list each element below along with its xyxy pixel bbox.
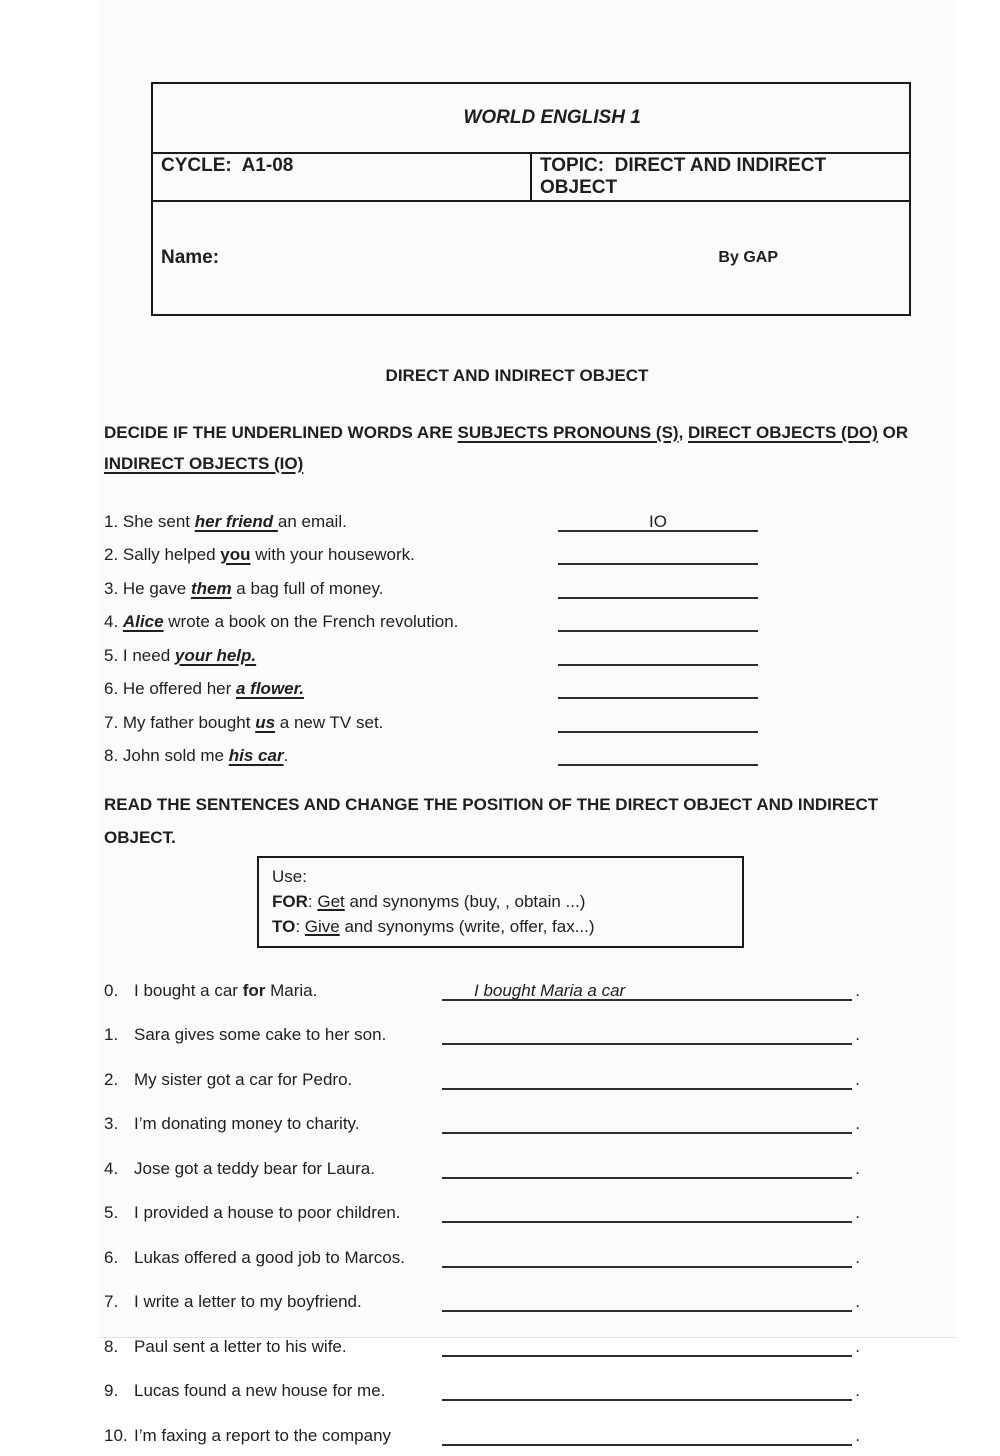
name-input-area[interactable] bbox=[219, 248, 718, 268]
exercise2-item-number: 2. bbox=[104, 1069, 119, 1089]
exercise2-item bbox=[104, 1367, 860, 1412]
exercise1-answer-blank[interactable] bbox=[558, 745, 758, 766]
use-box-for-line: FOR: Get and synonyms (buy, , obtain ...) bbox=[272, 892, 586, 911]
line-end-period: . bbox=[855, 1025, 860, 1044]
exercise1-sentence: 7. My father bought us a new TV set. bbox=[104, 712, 384, 732]
exercise2-item-number: 9. bbox=[104, 1381, 119, 1400]
course-title-cell bbox=[152, 83, 910, 153]
line-end-period: . bbox=[855, 980, 860, 1000]
exercise1-answer-blank[interactable] bbox=[558, 645, 758, 666]
exercise2-sentence: My sister got a car for Pedro. bbox=[134, 1069, 353, 1089]
use-hint-box bbox=[257, 856, 744, 948]
exercise1-sentence: 4. Alice wrote a book on the French revolution. bbox=[104, 612, 459, 631]
exercise2-sentence: Paul sent a letter to his wife. bbox=[134, 1336, 347, 1356]
line-end-period: . bbox=[855, 1425, 860, 1445]
topic-label: TOPIC: DIRECT AND INDIRECT OBJECT bbox=[531, 153, 910, 201]
exercise2-sentence: I’m donating money to charity. bbox=[134, 1114, 360, 1133]
exercise1-sentence: 8. John sold me his car. bbox=[104, 746, 289, 765]
exercise2-item-number: 6. bbox=[104, 1247, 119, 1267]
exercise2-item bbox=[104, 1144, 860, 1189]
exercise2-sentence: Jose got a teddy bear for Laura. bbox=[134, 1158, 375, 1178]
exercise2-answer-blank[interactable] bbox=[442, 1202, 852, 1223]
line-end-period: . bbox=[855, 1381, 860, 1400]
exercise1-answer-blank[interactable] bbox=[558, 578, 758, 599]
worksheet-page bbox=[99, 0, 955, 1445]
exercise2-item bbox=[104, 1278, 860, 1323]
exercise1-instructions: DECIDE IF THE UNDERLINED WORDS ARE SUBJECTS PRONOUNS (S), DIRECT OBJECTS (DO) OR INDIRECT OBJECTS (IO) bbox=[104, 423, 909, 473]
exercise1-answer-blank[interactable] bbox=[558, 511, 758, 532]
line-end-period: . bbox=[855, 1114, 860, 1133]
exercise2-item-number: 10. bbox=[104, 1425, 128, 1445]
exercise2-answer-blank[interactable] bbox=[442, 1069, 852, 1090]
exercise2-item-number: 5. bbox=[104, 1203, 119, 1222]
exercise2-item bbox=[104, 1189, 860, 1234]
exercise2-item-number: 0. bbox=[104, 980, 119, 1000]
line-end-period: . bbox=[855, 1203, 860, 1222]
exercise1-sentence: 1. She sent her friend an email. bbox=[104, 511, 347, 531]
exercise1-answer-blank[interactable] bbox=[558, 678, 758, 699]
exercise2-instructions: READ THE SENTENCES AND CHANGE THE POSITION OF THE DIRECT OBJECT AND INDIRECT OBJECT. bbox=[104, 795, 879, 847]
exercise2-sentence: I provided a house to poor children. bbox=[134, 1203, 401, 1222]
line-end-period: . bbox=[855, 1158, 860, 1178]
exercise2-list bbox=[104, 966, 860, 1456]
worksheet-title: DIRECT AND INDIRECT OBJECT bbox=[385, 366, 649, 385]
exercise2-sentence: Lukas offered a good job to Marcos. bbox=[134, 1247, 405, 1267]
exercise2-sentence: I’m faxing a report to the company bbox=[134, 1425, 392, 1445]
exercise2-item-number: 8. bbox=[104, 1336, 119, 1356]
exercise2-item-number: 1. bbox=[104, 1025, 119, 1044]
exercise2-item bbox=[104, 1411, 860, 1456]
exercise2-item-number: 4. bbox=[104, 1158, 119, 1178]
exercise1-item bbox=[104, 637, 935, 671]
exercise1-item bbox=[104, 570, 935, 604]
exercise2-sentence: I bought a car for Maria. bbox=[134, 980, 318, 1000]
byline: By GAP bbox=[718, 249, 778, 266]
exercise1-answer-blank[interactable] bbox=[558, 611, 758, 632]
exercise1-list bbox=[104, 503, 935, 771]
exercise2-answer-blank[interactable] bbox=[442, 1425, 852, 1446]
exercise1-item bbox=[104, 503, 935, 537]
exercise1-answer-blank[interactable] bbox=[558, 712, 758, 733]
exercise2-item bbox=[104, 1322, 860, 1367]
exercise2-answer-blank[interactable] bbox=[442, 1380, 852, 1401]
exercise2-answer-blank[interactable] bbox=[442, 1291, 852, 1312]
exercise2-answer-blank[interactable] bbox=[442, 1024, 852, 1045]
exercise2-answer-blank[interactable] bbox=[442, 1113, 852, 1134]
exercise1-item bbox=[104, 604, 935, 638]
exercise2-item bbox=[104, 1100, 860, 1145]
name-row bbox=[152, 201, 910, 315]
exercise1-item bbox=[104, 738, 935, 772]
header-table bbox=[151, 82, 911, 316]
exercise1-sentence: 3. He gave them a bag full of money. bbox=[104, 578, 384, 598]
exercise2-sentence: Lucas found a new house for me. bbox=[134, 1381, 386, 1400]
line-end-period: . bbox=[855, 1336, 860, 1356]
exercise1-sentence: 2. Sally helped you with your housework. bbox=[104, 545, 415, 564]
exercise2-item bbox=[104, 1011, 860, 1056]
exercise2-answer-blank[interactable] bbox=[442, 980, 852, 1001]
exercise1-item bbox=[104, 537, 935, 571]
line-end-period: . bbox=[855, 1247, 860, 1267]
exercise2-sentence: Sara gives some cake to her son. bbox=[134, 1025, 387, 1044]
exercise1-item bbox=[104, 671, 935, 705]
exercise1-sentence: 5. I need your help. bbox=[104, 645, 257, 665]
exercise2-item bbox=[104, 966, 860, 1011]
exercise2-sentence: I write a letter to my boyfriend. bbox=[134, 1292, 362, 1311]
exercise1-answer-blank[interactable] bbox=[558, 544, 758, 565]
exercise2-answer-text: I bought Maria a car bbox=[474, 980, 626, 1000]
use-box-title: Use: bbox=[272, 867, 307, 886]
exercise2-item bbox=[104, 1233, 860, 1278]
exercise1-answer-text: IO bbox=[649, 511, 667, 531]
exercise2-answer-blank[interactable] bbox=[442, 1247, 852, 1268]
use-box-to-line: TO: Give and synonyms (write, offer, fax...) bbox=[272, 917, 595, 936]
exercise2-item-number: 7. bbox=[104, 1292, 119, 1311]
exercise2-item-number: 3. bbox=[104, 1114, 119, 1133]
cycle-label: CYCLE: A1-08 bbox=[152, 153, 531, 201]
exercise1-sentence: 6. He offered her a flower. bbox=[104, 679, 305, 698]
exercise2-answer-blank[interactable] bbox=[442, 1158, 852, 1179]
name-label: Name: bbox=[161, 247, 220, 268]
line-end-period: . bbox=[855, 1069, 860, 1089]
line-end-period: . bbox=[855, 1292, 860, 1311]
exercise2-item bbox=[104, 1055, 860, 1100]
exercise2-answer-blank[interactable] bbox=[442, 1336, 852, 1357]
exercise1-item bbox=[104, 704, 935, 738]
course-title: WORLD ENGLISH 1 bbox=[463, 107, 641, 128]
